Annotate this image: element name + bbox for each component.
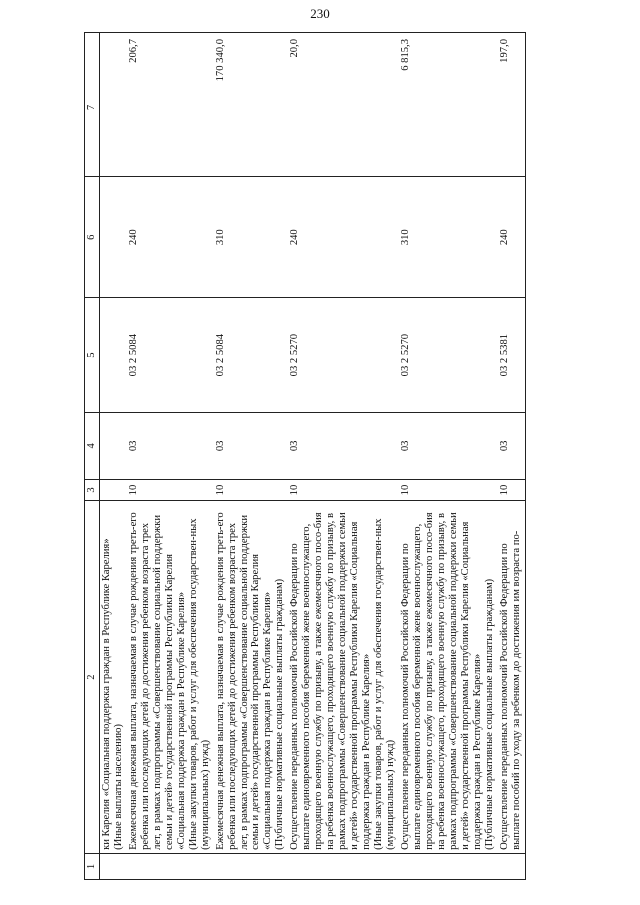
budget-table-rotated: [84, 32, 544, 880]
row-subsection: 03: [498, 412, 525, 479]
row-expense-type: 240: [288, 177, 399, 298]
row-description: Осуществление переданных полномочий Российской Федерации по выплате единовременного пособия беременной жене военнослужащего, проходящего военную службу по призыву, а также ежемесячного посо-бия на ребенка военнослужащего, проходящего военную службу по призыву, в рамках подпрограммы «Совершенствование социальной поддержки семьи и детей» государственной программы Республики Карелия «Социальная поддержка граждан в Республике Карелия» (Публичные нормативные социальные выплаты гражданам): [399, 501, 498, 854]
budget-table: [84, 32, 526, 880]
table-row: [214, 33, 289, 880]
row-description: Ежемесячная денежная выплата, назначаемая в случае рождения треть-его ребенка или последующих детей до достижения ребенком возраста трех лет, в рамках подпрограммы «Совершенствование социальной поддержки семьи и детей» государственной программы Республики Карелия «Социальная поддержка граждан в Республике Карелия» (Иные закупки товаров, работ и услуг для обеспечения государствен-ных (муниципальных) нужд): [127, 501, 214, 854]
row-section: 10: [399, 479, 498, 501]
row-section: 10: [498, 479, 525, 501]
row-description: Осуществление переданных полномочий Российской Федерации по выплате пособий по уходу за ребенком до достижения им возраста по-: [498, 501, 525, 854]
table-row: [498, 33, 525, 880]
row-subsection: 03: [127, 412, 214, 479]
header-col-5: 5: [85, 298, 100, 413]
header-col-3: 3: [85, 479, 100, 501]
table-row-continuation: [99, 33, 126, 880]
row-section: 10: [127, 479, 214, 501]
row-description: Осуществление переданных полномочий Российской Федерации по выплате единовременного пособия беременной жене военнослужащего, проходящего военную службу по призыву, а также ежемесячного посо-бия на ребенка военнослужащего, проходящего военную службу по призыву, в рамках подпрограммы «Совершенствование социальной поддержки семьи и детей» государственной программы Республики Карелия «Социальная поддержка граждан в Республике Карелия» (Иные закупки товаров, работ и услуг для обеспечения государствен-ных (муниципальных) нужд): [288, 501, 399, 854]
row-description: [99, 501, 126, 854]
table-row: [399, 33, 498, 880]
table-header-row: [85, 33, 100, 880]
row-subsection: 03: [399, 412, 498, 479]
page-number: 230: [310, 6, 330, 21]
row-target-article: 03 2 5084: [214, 298, 289, 413]
row-section: 10: [214, 479, 289, 501]
header-col-6: 6: [85, 177, 100, 298]
header-col-4: 4: [85, 412, 100, 479]
row-subsection: 03: [288, 412, 399, 479]
row-section: 10: [288, 479, 399, 501]
row-expense-type: 240: [498, 177, 525, 298]
header-col-7: 7: [85, 33, 100, 177]
row-amount: 20,0: [288, 33, 399, 177]
continuation-line-2: (Иные выплаты населению): [112, 724, 124, 850]
row-target-article: 03 2 5270: [399, 298, 498, 413]
row-expense-type: 310: [399, 177, 498, 298]
row-target-article: 03 2 5084: [127, 298, 214, 413]
row-target-article: 03 2 5270: [288, 298, 399, 413]
header-col-1: 1: [85, 853, 100, 879]
table-row: [127, 33, 214, 880]
row-target-article: 03 2 5381: [498, 298, 525, 413]
table-row: [288, 33, 399, 880]
continuation-line-1: ки Карелия «Социальная поддержка граждан в Республике Карелия»: [100, 538, 112, 850]
row-amount: 206,7: [127, 33, 214, 177]
row-expense-type: 240: [127, 177, 214, 298]
row-description: Ежемесячная денежная выплата, назначаемая в случае рождения треть-его ребенка или последующих детей до достижения ребенком возраста трех лет, в рамках подпрограммы «Совершенствование социальной поддержки семьи и детей» государственной программы Республики Карелия «Социальная поддержка граждан в Республике Карелия» (Публичные нормативные социальные выплаты гражданам): [214, 501, 289, 854]
row-amount: 197,0: [498, 33, 525, 177]
header-col-2: 2: [85, 501, 100, 854]
row-amount: 6 815,3: [399, 33, 498, 177]
row-amount: 170 340,0: [214, 33, 289, 177]
row-expense-type: 310: [214, 177, 289, 298]
row-subsection: 03: [214, 412, 289, 479]
